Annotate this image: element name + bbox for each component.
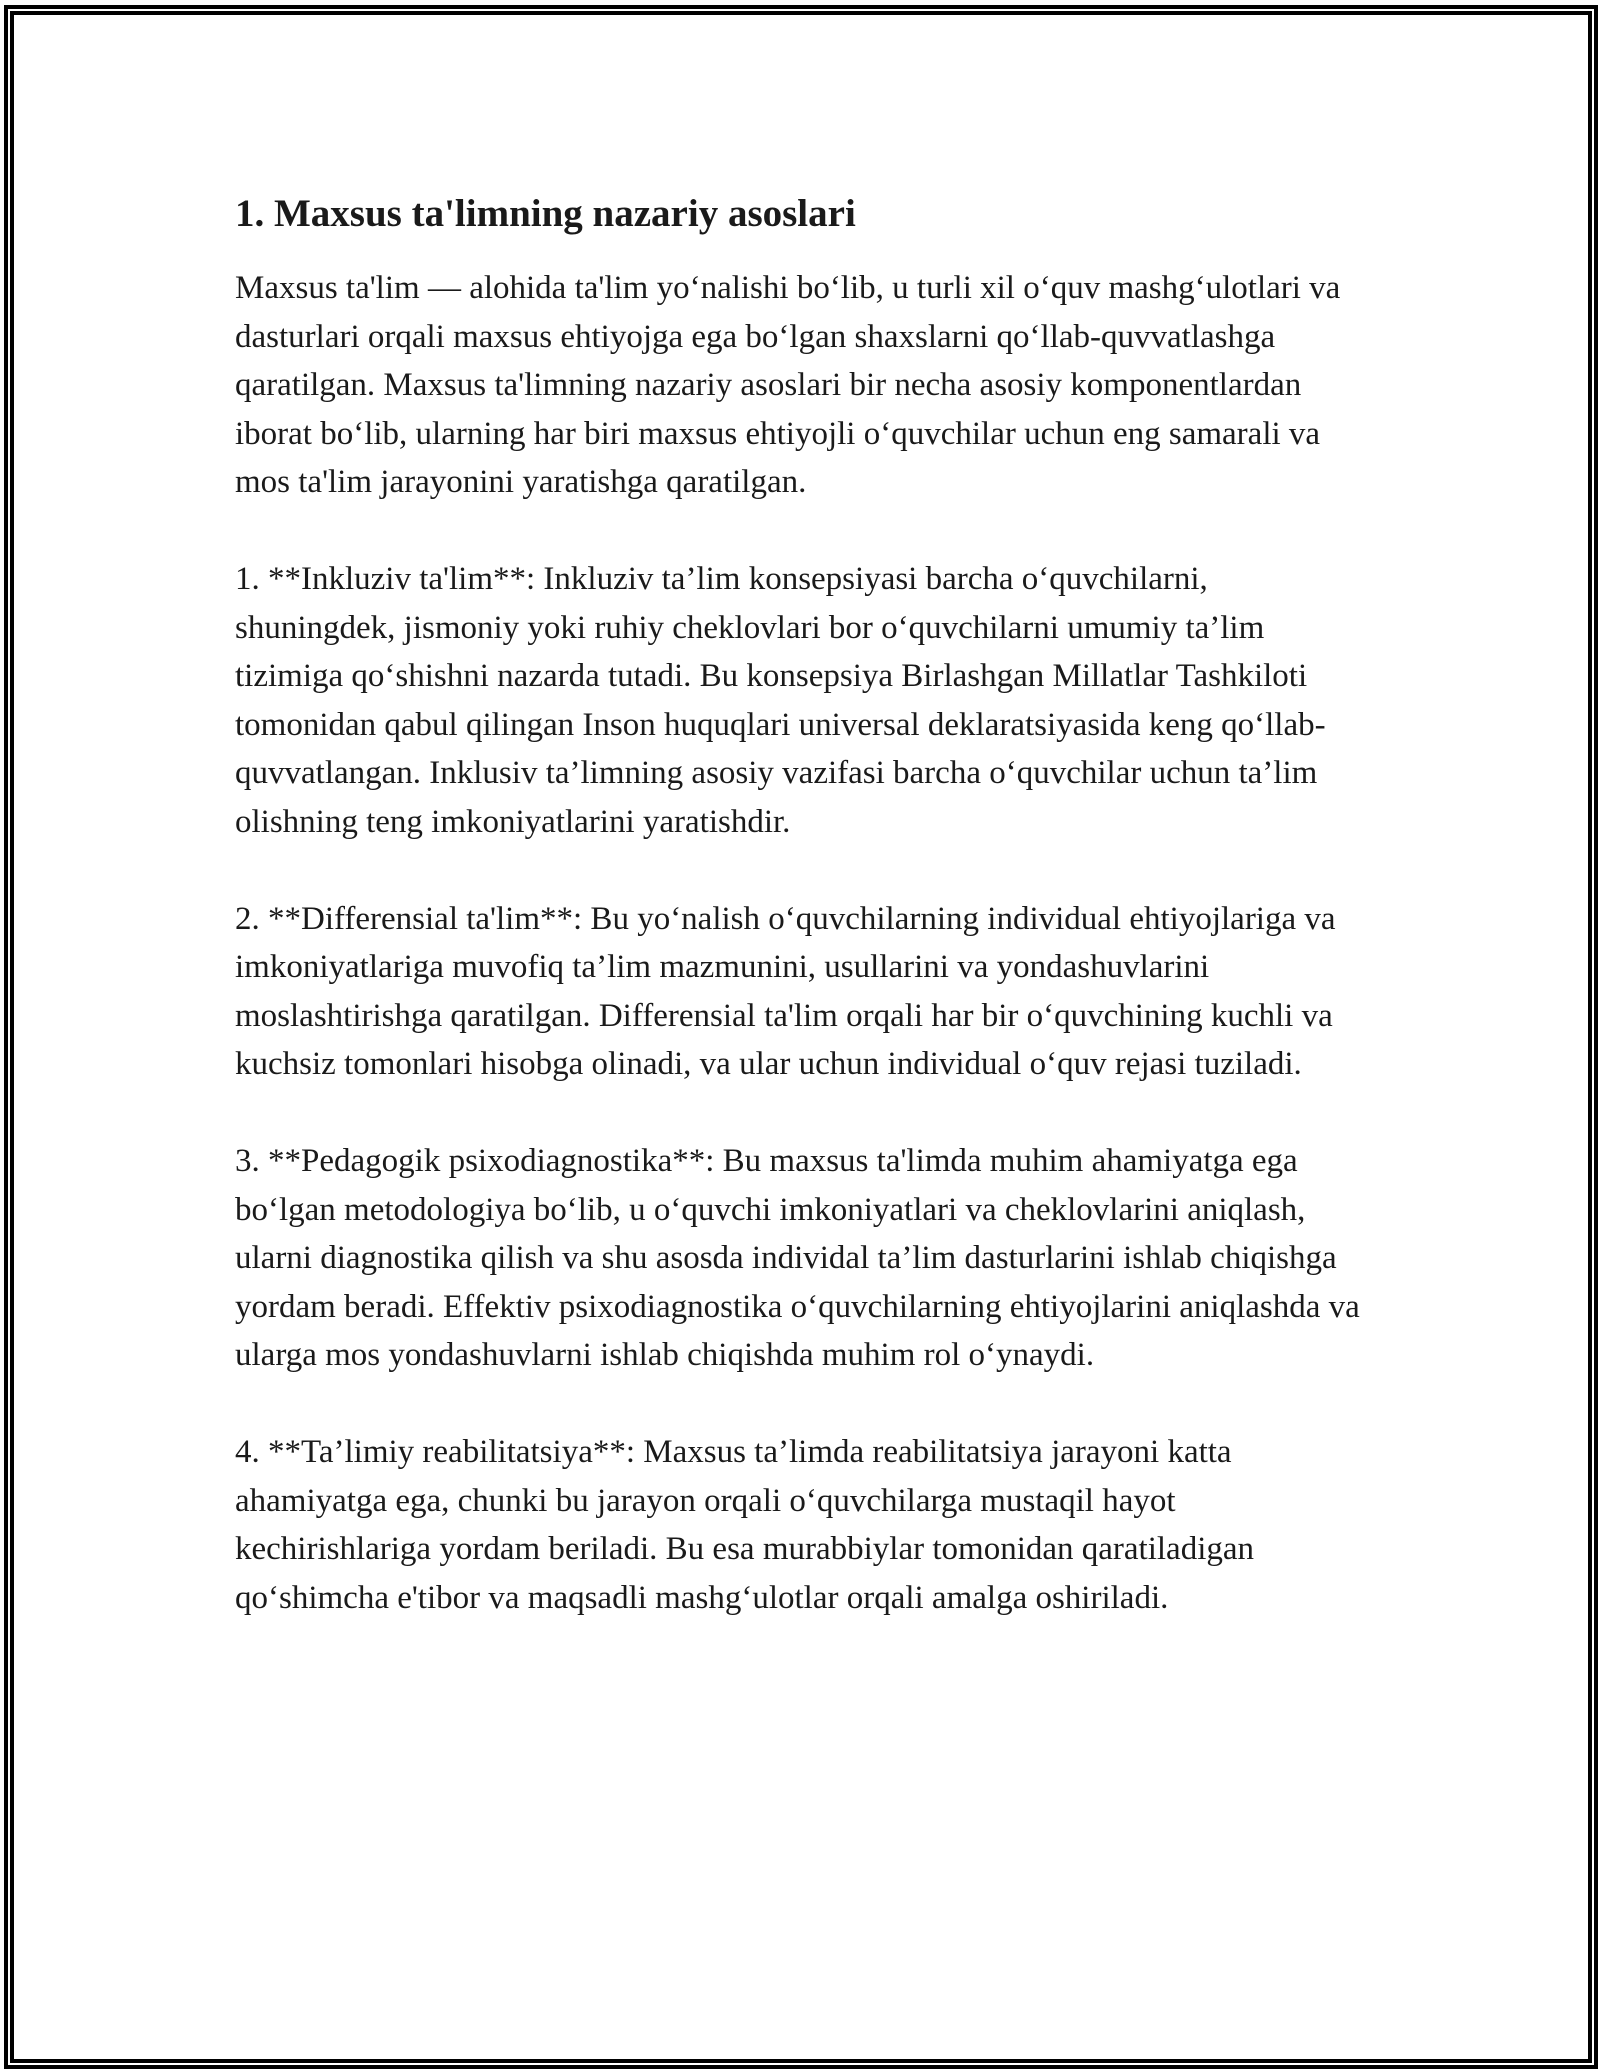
paragraph-differential-education: 2. **Differensial ta'lim**: Bu yo‘nalish o‘quvchilarning individual ehtiyojlariga va imkoniyatlariga muvofiq ta’lim mazmunini, usullarini va yondashuvlarini moslashtirishga qaratilgan. Differensial ta'lim orqali har bir o‘quvchining kuchli va kuchsiz tomonlari hisobga olinadi, va ular uchun individual o‘quv rejasi tuziladi.: [235, 900, 1336, 1082]
paragraph-educational-rehabilitation: 4. **Ta’limiy reabilitatsiya**: Maxsus ta’limda reabilitatsiya jarayoni katta ahamiyatga ega, chunki bu jarayon orqali o‘quvchilarga mustaqil hayot kechirishlariga yordam beriladi. Bu esa murabbiylar tomonidan qaratiladigan qo‘shimcha e'tibor va maqsadli mashg‘ulotlar orqali amalga oshiriladi.: [235, 1434, 1255, 1616]
paragraph-inclusive-education: 1. **Inkluziv ta'lim**: Inkluziv ta’lim konsepsiyasi barcha o‘quvchilarni, shuningdek, jismoniy yoki ruhiy cheklovlari bor o‘quvchilarni umumiy ta’lim tizimiga qo‘shishni nazarda tutadi. Bu konsepsiya Birlashgan Millatlar Tashkiloti tomonidan qabul qilingan Inson huquqlari universal deklaratsiyasida keng qo‘llab-quvvatlangan. Inklusiv ta’limning asosiy vazifasi barcha o‘quvchilar uchun ta’lim olishning teng imkoniyatlarini yaratishdir.: [235, 561, 1326, 840]
paragraph-pedagogical-psychodiagnostics: 3. **Pedagogik psixodiagnostika**: Bu maxsus ta'limda muhim ahamiyatga ega bo‘lgan metodologiya bo‘lib, u o‘quvchi imkoniyatlari va cheklovlarini aniqlash, ularni diagnostika qilish va shu asosda individal ta’lim dasturlarini ishlab chiqishga yordam beradi. Effektiv psixodiagnostika o‘quvchilarning ehtiyojlarini aniqlashda va ularga mos yondashuvlarni ishlab chiqishda muhim rol o‘ynaydi.: [235, 1143, 1360, 1373]
section-heading: 1. Maxsus ta'limning nazariy asoslari: [235, 192, 856, 235]
document-body: [235, 186, 1360, 1671]
intro-paragraph: Maxsus ta'lim — alohida ta'lim yo‘nalishi bo‘lib, u turli xil o‘quv mashg‘ulotlari va dasturlari orqali maxsus ehtiyojga ega bo‘lgan shaxslarni qo‘llab-quvvatlashga qaratilgan. Maxsus ta'limning nazariy asoslari bir necha asosiy komponentlardan iborat bo‘lib, ularning har biri maxsus ehtiyojli o‘quvchilar uchun eng samarali va mos ta'lim jarayonini yaratishga qaratilgan.: [235, 270, 1341, 500]
